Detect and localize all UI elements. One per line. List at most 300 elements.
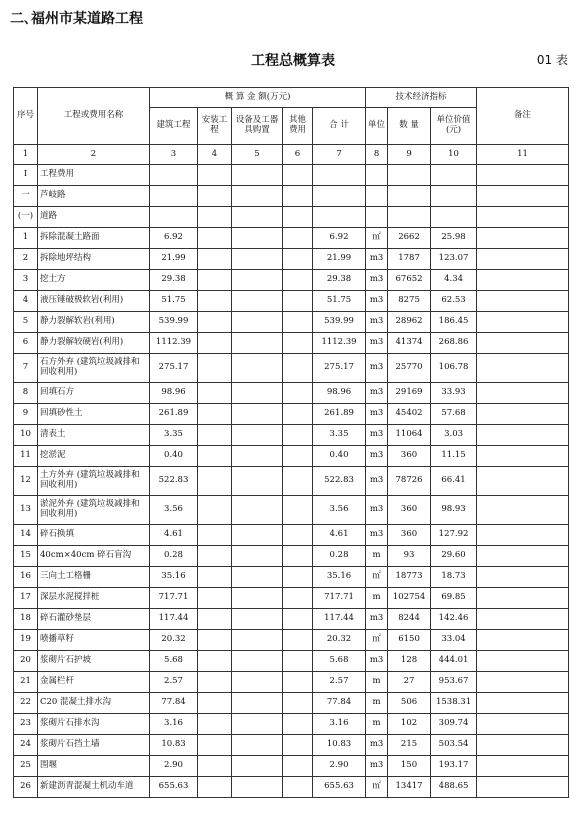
row-unit-price: 66.41 [431, 467, 477, 496]
row-remark [477, 756, 569, 777]
row-total [313, 186, 366, 207]
row-unit: m3 [366, 446, 388, 467]
row-install [198, 249, 232, 270]
row-equipment [232, 291, 283, 312]
row-name: 液压锤破极软岩(利用) [38, 291, 150, 312]
row-install [198, 567, 232, 588]
row-total [313, 165, 366, 186]
row-install [198, 756, 232, 777]
row-unit: m3 [366, 383, 388, 404]
row-total: 10.83 [313, 735, 366, 756]
row-unit: m3 [366, 467, 388, 496]
row-quantity: 360 [388, 446, 431, 467]
row-unit-price: 142.46 [431, 609, 477, 630]
header-budget-group: 概 算 金 额(万元) [150, 88, 366, 108]
row-other [283, 207, 313, 228]
row-install [198, 425, 232, 446]
row-remark [477, 693, 569, 714]
row-remark [477, 446, 569, 467]
row-other [283, 333, 313, 354]
row-equipment [232, 165, 283, 186]
row-remark [477, 496, 569, 525]
row-equipment [232, 354, 283, 383]
row-quantity: 25770 [388, 354, 431, 383]
row-equipment [232, 333, 283, 354]
row-quantity: 93 [388, 546, 431, 567]
row-other [283, 228, 313, 249]
row-equipment [232, 404, 283, 425]
row-total: 261.89 [313, 404, 366, 425]
row-install [198, 714, 232, 735]
row-install [198, 207, 232, 228]
row-total: 29.38 [313, 270, 366, 291]
row-name: 工程费用 [38, 165, 150, 186]
row-construction: 717.71 [150, 588, 198, 609]
row-equipment [232, 207, 283, 228]
row-name: 浆砌片石排水沟 [38, 714, 150, 735]
row-remark [477, 525, 569, 546]
row-seq: 2 [14, 249, 38, 270]
row-quantity: 102 [388, 714, 431, 735]
table-row [14, 186, 569, 207]
row-install [198, 383, 232, 404]
row-other [283, 165, 313, 186]
row-seq: 21 [14, 672, 38, 693]
row-equipment [232, 651, 283, 672]
row-seq: 24 [14, 735, 38, 756]
row-equipment [232, 425, 283, 446]
row-total: 51.75 [313, 291, 366, 312]
row-name: 道路 [38, 207, 150, 228]
row-remark [477, 714, 569, 735]
row-construction: 98.96 [150, 383, 198, 404]
row-remark [477, 588, 569, 609]
row-unit-price: 123.07 [431, 249, 477, 270]
row-total: 539.99 [313, 312, 366, 333]
row-remark [477, 333, 569, 354]
row-unit: m3 [366, 312, 388, 333]
row-unit: m3 [366, 425, 388, 446]
row-unit: m3 [366, 354, 388, 383]
row-name: 碎石换填 [38, 525, 150, 546]
table-row [14, 630, 569, 651]
header-install: 安装工程 [198, 108, 232, 145]
row-quantity [388, 207, 431, 228]
row-construction: 261.89 [150, 404, 198, 425]
row-name: 40cm×40cm 碎石盲沟 [38, 546, 150, 567]
row-construction: 2.90 [150, 756, 198, 777]
row-quantity: 8244 [388, 609, 431, 630]
row-total: 1112.39 [313, 333, 366, 354]
row-equipment [232, 777, 283, 798]
row-other [283, 777, 313, 798]
row-unit-price: 33.93 [431, 383, 477, 404]
row-total: 0.40 [313, 446, 366, 467]
row-construction: 77.84 [150, 693, 198, 714]
row-total: 20.32 [313, 630, 366, 651]
row-equipment [232, 672, 283, 693]
col-number: 6 [283, 145, 313, 165]
row-unit-price: 4.34 [431, 270, 477, 291]
row-unit-price: 309.74 [431, 714, 477, 735]
row-unit: m [366, 672, 388, 693]
table-row [14, 228, 569, 249]
row-install [198, 186, 232, 207]
row-unit-price: 69.85 [431, 588, 477, 609]
row-seq: 19 [14, 630, 38, 651]
row-equipment [232, 588, 283, 609]
row-equipment [232, 467, 283, 496]
row-quantity: 41374 [388, 333, 431, 354]
row-unit-price: 953.67 [431, 672, 477, 693]
row-construction [150, 186, 198, 207]
row-name: 清表土 [38, 425, 150, 446]
row-other [283, 383, 313, 404]
row-other [283, 404, 313, 425]
row-equipment [232, 693, 283, 714]
row-unit: m3 [366, 735, 388, 756]
row-unit-price: 106.78 [431, 354, 477, 383]
row-equipment [232, 249, 283, 270]
table-row [14, 249, 569, 270]
row-total: 522.83 [313, 467, 366, 496]
row-construction: 51.75 [150, 291, 198, 312]
table-row [14, 383, 569, 404]
row-unit-price: 127.92 [431, 525, 477, 546]
row-install [198, 609, 232, 630]
table-row [14, 425, 569, 446]
row-unit-price: 3.03 [431, 425, 477, 446]
row-unit: m3 [366, 270, 388, 291]
table-row [14, 312, 569, 333]
row-remark [477, 630, 569, 651]
table-row [14, 714, 569, 735]
table-row [14, 525, 569, 546]
row-construction: 3.16 [150, 714, 198, 735]
table-row [14, 207, 569, 228]
row-unit: ㎡ [366, 567, 388, 588]
row-unit-price: 98.93 [431, 496, 477, 525]
row-other [283, 735, 313, 756]
row-seq: 26 [14, 777, 38, 798]
row-remark [477, 383, 569, 404]
row-quantity: 506 [388, 693, 431, 714]
col-number: 10 [431, 145, 477, 165]
header-quantity: 数 量 [388, 108, 431, 145]
row-other [283, 651, 313, 672]
row-remark [477, 735, 569, 756]
row-total: 21.99 [313, 249, 366, 270]
row-install [198, 333, 232, 354]
row-unit: ㎡ [366, 777, 388, 798]
row-seq: 22 [14, 693, 38, 714]
row-unit: ㎡ [366, 630, 388, 651]
row-quantity: 28962 [388, 312, 431, 333]
row-seq: 5 [14, 312, 38, 333]
row-quantity: 29169 [388, 383, 431, 404]
row-other [283, 270, 313, 291]
row-equipment [232, 525, 283, 546]
row-name: 浆砌片石挡土墙 [38, 735, 150, 756]
row-install [198, 291, 232, 312]
row-construction: 0.40 [150, 446, 198, 467]
row-name: 挖淤泥 [38, 446, 150, 467]
row-seq: 17 [14, 588, 38, 609]
row-seq: 23 [14, 714, 38, 735]
col-number: 1 [14, 145, 38, 165]
row-remark [477, 249, 569, 270]
row-unit-price: 193.17 [431, 756, 477, 777]
table-row [14, 446, 569, 467]
row-seq: 15 [14, 546, 38, 567]
row-name: 金属栏杆 [38, 672, 150, 693]
header-unit-price: 单位价值(元) [431, 108, 477, 145]
row-quantity [388, 165, 431, 186]
row-name: 碎石灌砂垫层 [38, 609, 150, 630]
row-seq: 1 [14, 228, 38, 249]
row-seq: 20 [14, 651, 38, 672]
row-other [283, 714, 313, 735]
row-total: 98.96 [313, 383, 366, 404]
row-other [283, 525, 313, 546]
row-total: 0.28 [313, 546, 366, 567]
row-install [198, 735, 232, 756]
table-number: 01 表 [536, 53, 568, 67]
row-seq: 9 [14, 404, 38, 425]
row-seq: 11 [14, 446, 38, 467]
row-construction: 21.99 [150, 249, 198, 270]
table-row [14, 467, 569, 496]
row-quantity: 78726 [388, 467, 431, 496]
col-number: 4 [198, 145, 232, 165]
row-install [198, 404, 232, 425]
table-row [14, 735, 569, 756]
row-quantity: 215 [388, 735, 431, 756]
row-remark [477, 777, 569, 798]
row-install [198, 651, 232, 672]
row-name: 三向土工格栅 [38, 567, 150, 588]
row-other [283, 354, 313, 383]
row-total: 117.44 [313, 609, 366, 630]
row-seq: 25 [14, 756, 38, 777]
row-equipment [232, 714, 283, 735]
row-remark [477, 546, 569, 567]
row-other [283, 672, 313, 693]
row-other [283, 567, 313, 588]
row-remark [477, 609, 569, 630]
row-name: 拆除地坪结构 [38, 249, 150, 270]
row-unit-price [431, 207, 477, 228]
row-total: 3.56 [313, 496, 366, 525]
row-name: 深层水泥搅拌桩 [38, 588, 150, 609]
row-unit: m3 [366, 609, 388, 630]
row-construction: 35.16 [150, 567, 198, 588]
row-install [198, 354, 232, 383]
row-unit [366, 207, 388, 228]
row-name: 拆除混凝土路面 [38, 228, 150, 249]
row-install [198, 672, 232, 693]
row-equipment [232, 546, 283, 567]
row-total: 35.16 [313, 567, 366, 588]
row-unit: m [366, 546, 388, 567]
row-unit: m3 [366, 756, 388, 777]
row-unit: m3 [366, 291, 388, 312]
row-quantity: 128 [388, 651, 431, 672]
row-remark [477, 312, 569, 333]
row-construction: 1112.39 [150, 333, 198, 354]
row-name: 围堰 [38, 756, 150, 777]
row-unit: ㎡ [366, 228, 388, 249]
row-install [198, 546, 232, 567]
table-row [14, 756, 569, 777]
header-construction: 建筑工程 [150, 108, 198, 145]
row-unit [366, 165, 388, 186]
table-row [14, 291, 569, 312]
row-total: 717.71 [313, 588, 366, 609]
row-install [198, 588, 232, 609]
row-seq: 3 [14, 270, 38, 291]
row-unit-price: 1538.31 [431, 693, 477, 714]
row-equipment [232, 186, 283, 207]
row-total: 2.57 [313, 672, 366, 693]
row-name: 石方外弃 (建筑垃圾减排和回收利用) [38, 354, 150, 383]
row-other [283, 609, 313, 630]
row-other [283, 291, 313, 312]
row-construction: 3.35 [150, 425, 198, 446]
row-unit-price: 11.15 [431, 446, 477, 467]
row-remark [477, 165, 569, 186]
row-equipment [232, 567, 283, 588]
row-seq: 一 [14, 186, 38, 207]
row-remark [477, 672, 569, 693]
row-unit: m3 [366, 404, 388, 425]
row-equipment [232, 383, 283, 404]
row-unit: m3 [366, 525, 388, 546]
section-title: 二､福州市某道路工程 [10, 11, 143, 27]
col-number: 5 [232, 145, 283, 165]
row-other [283, 588, 313, 609]
table-row [14, 567, 569, 588]
row-construction: 117.44 [150, 609, 198, 630]
row-name: 静力裂解软岩(利用) [38, 312, 150, 333]
header-total: 合 计 [313, 108, 366, 145]
row-install [198, 693, 232, 714]
row-name: 喷播草籽 [38, 630, 150, 651]
row-construction: 2.57 [150, 672, 198, 693]
row-unit-price: 488.65 [431, 777, 477, 798]
row-quantity: 8275 [388, 291, 431, 312]
row-quantity: 360 [388, 525, 431, 546]
row-seq: 7 [14, 354, 38, 383]
row-unit-price: 444.01 [431, 651, 477, 672]
header-name: 工程或费用名称 [38, 88, 150, 145]
row-name: 芦岐路 [38, 186, 150, 207]
row-quantity: 27 [388, 672, 431, 693]
header-equipment: 设备及工器具购置 [232, 108, 283, 145]
row-remark [477, 186, 569, 207]
row-install [198, 446, 232, 467]
row-name: 挖土方 [38, 270, 150, 291]
row-install [198, 525, 232, 546]
row-seq: 10 [14, 425, 38, 446]
row-other [283, 446, 313, 467]
row-other [283, 249, 313, 270]
row-unit-price: 18.73 [431, 567, 477, 588]
row-total: 275.17 [313, 354, 366, 383]
row-total: 655.63 [313, 777, 366, 798]
row-unit: m [366, 588, 388, 609]
row-seq: 13 [14, 496, 38, 525]
row-construction: 29.38 [150, 270, 198, 291]
table-row [14, 165, 569, 186]
row-install [198, 777, 232, 798]
row-total: 6.92 [313, 228, 366, 249]
row-quantity: 6150 [388, 630, 431, 651]
table-row [14, 672, 569, 693]
row-quantity: 102754 [388, 588, 431, 609]
row-quantity: 2662 [388, 228, 431, 249]
row-construction: 539.99 [150, 312, 198, 333]
row-equipment [232, 446, 283, 467]
table-title: 工程总概算表 [251, 53, 335, 69]
col-number: 9 [388, 145, 431, 165]
row-construction: 522.83 [150, 467, 198, 496]
row-construction: 6.92 [150, 228, 198, 249]
row-unit-price: 268.86 [431, 333, 477, 354]
row-name: 静力裂解较硬岩(利用) [38, 333, 150, 354]
row-unit: m3 [366, 496, 388, 525]
table-row [14, 404, 569, 425]
table-row [14, 588, 569, 609]
row-name: 回填石方 [38, 383, 150, 404]
row-quantity: 67652 [388, 270, 431, 291]
row-quantity: 150 [388, 756, 431, 777]
row-remark [477, 270, 569, 291]
row-equipment [232, 609, 283, 630]
row-unit: m3 [366, 651, 388, 672]
row-unit: m [366, 714, 388, 735]
row-remark [477, 567, 569, 588]
row-total: 5.68 [313, 651, 366, 672]
row-construction: 20.32 [150, 630, 198, 651]
row-unit-price: 57.68 [431, 404, 477, 425]
row-unit-price [431, 165, 477, 186]
row-total: 2.90 [313, 756, 366, 777]
row-construction: 10.83 [150, 735, 198, 756]
row-seq: Ⅰ [14, 165, 38, 186]
row-quantity [388, 186, 431, 207]
budget-table [13, 87, 569, 798]
row-quantity: 360 [388, 496, 431, 525]
row-quantity: 11064 [388, 425, 431, 446]
row-construction: 0.28 [150, 546, 198, 567]
row-total: 3.16 [313, 714, 366, 735]
row-equipment [232, 756, 283, 777]
row-quantity: 45402 [388, 404, 431, 425]
row-quantity: 1787 [388, 249, 431, 270]
header-remark: 备注 [477, 88, 569, 145]
row-construction: 655.63 [150, 777, 198, 798]
row-construction: 3.56 [150, 496, 198, 525]
row-unit-price: 29.60 [431, 546, 477, 567]
row-total: 3.35 [313, 425, 366, 446]
row-name: 新建沥青混凝土机动车道 [38, 777, 150, 798]
row-remark [477, 425, 569, 446]
row-install [198, 228, 232, 249]
row-other [283, 186, 313, 207]
table-row [14, 270, 569, 291]
table-body [14, 165, 569, 798]
